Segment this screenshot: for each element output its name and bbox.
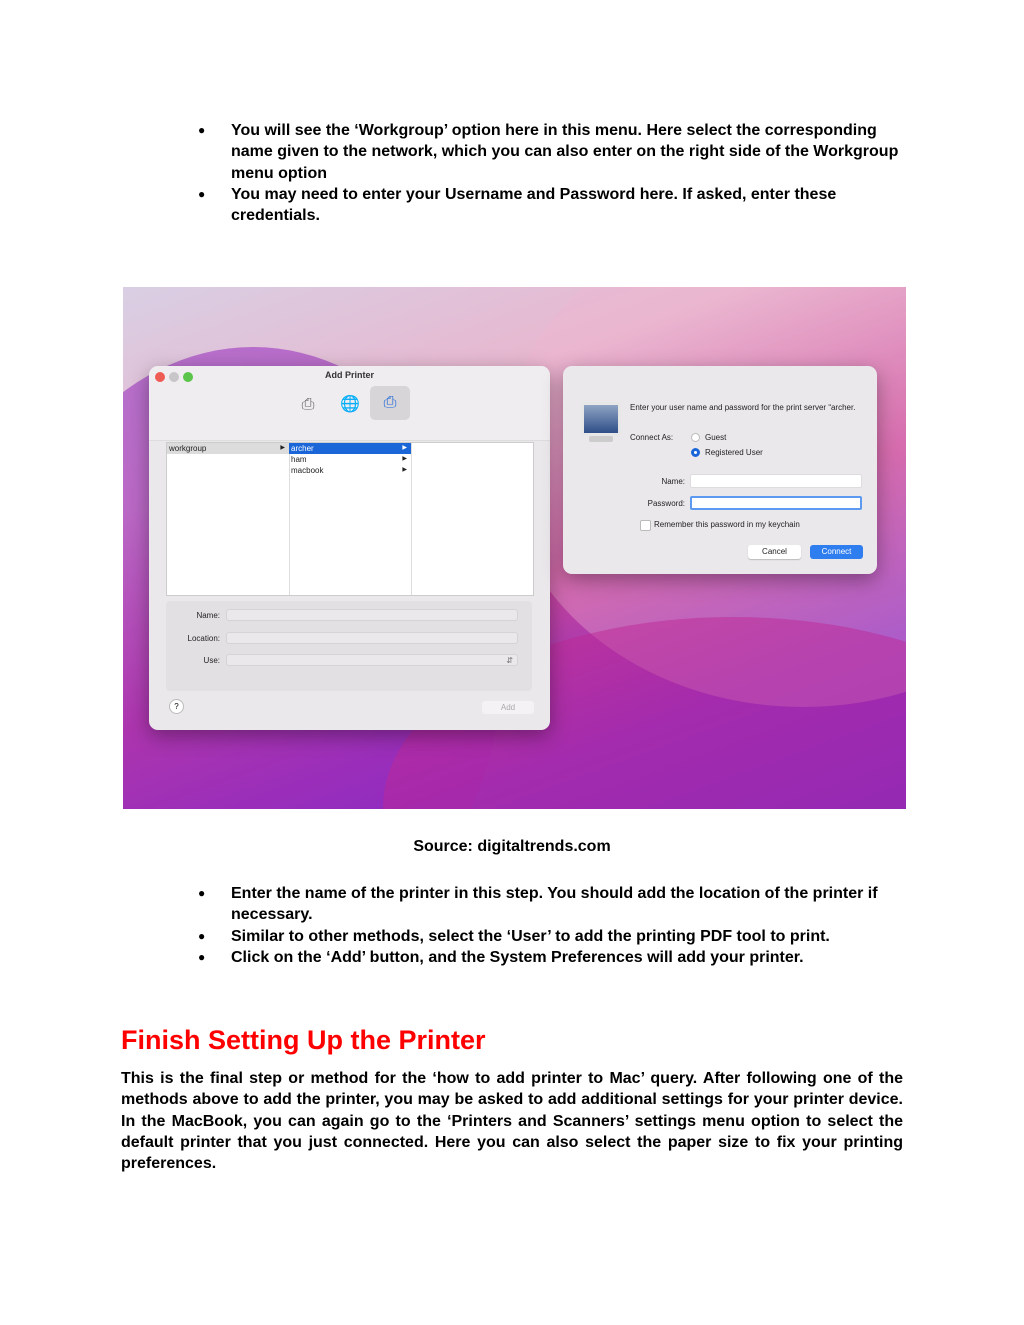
login-name-label: Name:	[661, 477, 685, 486]
use-label: Use:	[203, 656, 220, 665]
browser-column	[289, 443, 412, 595]
chevron-right-icon: ▶	[402, 445, 407, 451]
name-label: Name:	[196, 611, 220, 620]
window-titlebar	[149, 366, 550, 441]
name-field[interactable]	[226, 609, 518, 621]
image-caption: Source: digitaltrends.com	[413, 838, 611, 855]
guest-label: Guest	[705, 433, 727, 442]
windows-printer-icon[interactable]: ⎙	[370, 386, 410, 420]
list-item[interactable]	[289, 465, 411, 476]
list-item-label: workgroup	[169, 444, 207, 453]
printer-browser	[166, 442, 534, 596]
list-item[interactable]	[289, 443, 411, 454]
remember-checkbox[interactable]	[640, 520, 651, 531]
connect-as-label: Connect As:	[630, 433, 674, 442]
list-item[interactable]	[167, 443, 289, 454]
password-label: Password:	[647, 499, 685, 508]
list-item-label: ham	[291, 455, 307, 464]
section-heading: Finish Setting Up the Printer	[121, 1025, 486, 1055]
login-name-field[interactable]	[690, 474, 862, 488]
list-item-label: macbook	[291, 466, 324, 475]
location-field[interactable]	[226, 632, 518, 644]
chevron-right-icon: ▶	[402, 467, 407, 473]
bullet-item: ● Enter the name of the printer in this step. You should add the location of the printer if necessary.	[198, 883, 908, 926]
stepper-icon: ⇵	[506, 656, 513, 665]
bullet-item: ● Click on the ‘Add’ button, and the System Preferences will add your printer.	[198, 947, 908, 968]
chevron-right-icon: ▶	[402, 456, 407, 462]
list-item-label: archer	[291, 444, 314, 453]
body-paragraph: This is the final step or method for the ‘how to add printer to Mac’ query. After following one of the methods above to add the printer, you may be asked to add additional settings for your printer device. In the MacBook, you can again go to the ‘Printers and Scanners’ settings menu option to select the default printer that you just connected. Here you can also select the paper size to fix your printing preferences.	[121, 1070, 903, 1173]
guest-radio[interactable]	[691, 433, 700, 442]
login-prompt: Enter your user name and password for the print server “archer.	[630, 403, 856, 412]
location-label: Location:	[187, 634, 220, 643]
window-title: Add Printer	[324, 370, 374, 380]
add-printer-window	[149, 366, 550, 730]
add-printer-screenshot	[123, 287, 906, 809]
bullet-item: ● You will see the ‘Workgroup’ option here in this menu. Here select the corresponding name given to the network, which you can also enter on the right side of the Workgroup menu option	[198, 120, 908, 184]
connect-button[interactable]: Connect	[810, 545, 863, 559]
cancel-button[interactable]: Cancel	[748, 545, 801, 559]
help-button[interactable]: ?	[169, 699, 184, 714]
password-field[interactable]	[690, 496, 862, 510]
registered-user-radio[interactable]	[691, 448, 700, 457]
use-select[interactable]	[226, 654, 518, 666]
monitor-stand-icon	[589, 436, 613, 442]
chevron-right-icon: ▶	[280, 445, 285, 451]
printer-details-form	[166, 601, 532, 691]
bullet-list-top	[198, 120, 908, 226]
monitor-icon	[581, 402, 621, 436]
remember-label: Remember this password in my keychain	[654, 520, 800, 529]
login-dialog	[563, 366, 877, 574]
registered-user-label: Registered User	[705, 448, 763, 457]
add-button[interactable]: Add	[482, 701, 534, 714]
list-item[interactable]	[289, 454, 411, 465]
bullet-item: ● Similar to other methods, select the ‘User’ to add the printing PDF tool to print.	[198, 926, 908, 947]
bullet-list-mid	[198, 883, 908, 968]
browser-column	[167, 443, 290, 595]
globe-icon[interactable]: 🌐	[340, 396, 360, 413]
bullet-item: ● You may need to enter your Username and Password here. If asked, enter these credentials.	[198, 184, 908, 227]
printer-icon[interactable]: ⎙	[301, 396, 315, 413]
